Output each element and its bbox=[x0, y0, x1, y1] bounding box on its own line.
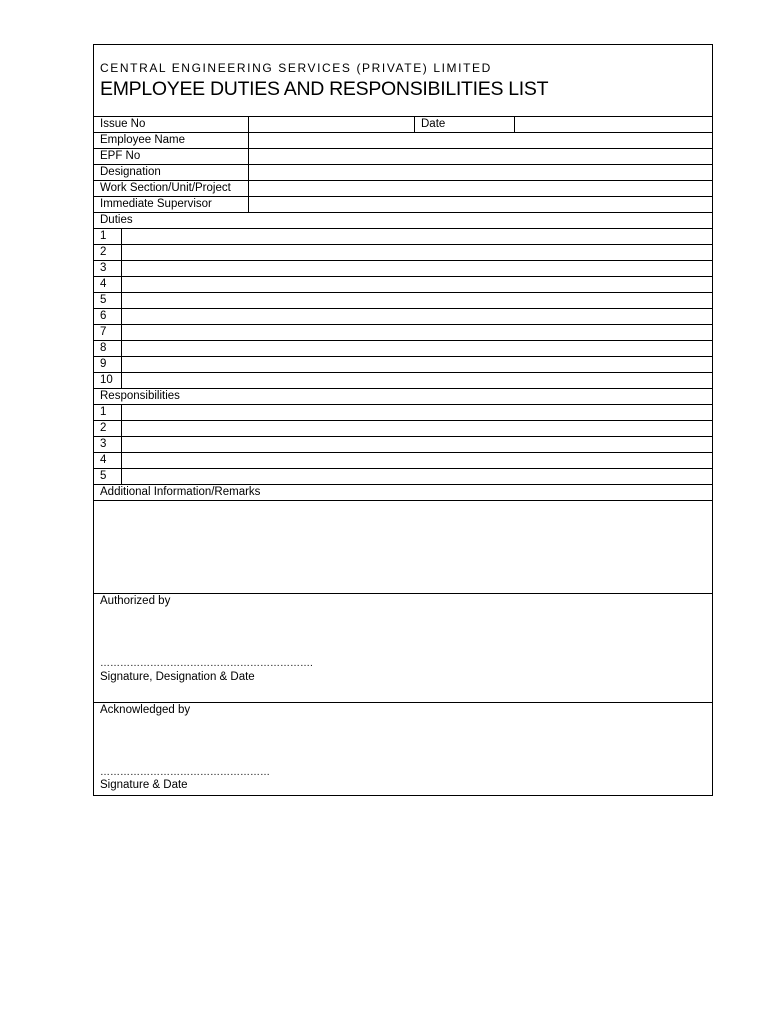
form-header bbox=[94, 45, 712, 117]
responsibility-row bbox=[94, 453, 712, 469]
authorization-caption: Signature, Designation & Date bbox=[100, 671, 255, 683]
acknowledged-by-label: Acknowledged by bbox=[100, 704, 191, 716]
duties-list bbox=[94, 229, 712, 389]
authorized-by-label: Authorized by bbox=[100, 595, 171, 607]
responsibility-row bbox=[94, 421, 712, 437]
responsibility-row bbox=[94, 405, 712, 421]
remarks-field[interactable] bbox=[94, 501, 712, 594]
designation-field[interactable] bbox=[248, 165, 712, 180]
company-name: CENTRAL ENGINEERING SERVICES (PRIVATE) LIMITED bbox=[100, 61, 492, 75]
duty-row bbox=[94, 245, 712, 261]
form-title: EMPLOYEE DUTIES AND RESPONSIBILITIES LIST bbox=[100, 78, 549, 100]
supervisor-label: Immediate Supervisor bbox=[100, 198, 212, 210]
responsibility-field[interactable] bbox=[121, 405, 712, 420]
duty-row bbox=[94, 229, 712, 245]
date-label: Date bbox=[414, 117, 514, 132]
duty-row bbox=[94, 357, 712, 373]
responsibility-number: 1 bbox=[100, 406, 107, 418]
duty-field[interactable] bbox=[121, 357, 712, 372]
employee-name-row bbox=[94, 133, 712, 149]
duty-field[interactable] bbox=[121, 277, 712, 292]
epf-no-label: EPF No bbox=[100, 150, 141, 162]
duty-field[interactable] bbox=[121, 309, 712, 324]
designation-label: Designation bbox=[100, 166, 161, 178]
duty-number: 5 bbox=[100, 294, 107, 306]
acknowledgement-signature-line[interactable]: …………………………………………… bbox=[100, 767, 270, 778]
duty-field[interactable] bbox=[121, 373, 712, 388]
responsibility-number: 4 bbox=[100, 454, 107, 466]
duty-number: 3 bbox=[100, 262, 107, 274]
acknowledgement-caption: Signature & Date bbox=[100, 779, 188, 791]
responsibility-field[interactable] bbox=[121, 437, 712, 452]
duty-row bbox=[94, 277, 712, 293]
responsibilities-list bbox=[94, 405, 712, 485]
employee-name-field[interactable] bbox=[248, 133, 712, 148]
issue-no-label: Issue No bbox=[100, 118, 146, 130]
responsibility-field[interactable] bbox=[121, 453, 712, 468]
authorization-block bbox=[94, 594, 712, 703]
duty-number: 10 bbox=[100, 374, 113, 386]
duty-field[interactable] bbox=[121, 245, 712, 260]
authorization-signature-line[interactable]: ………………………………………………………. bbox=[100, 658, 313, 669]
remarks-heading-row bbox=[94, 485, 712, 501]
supervisor-field[interactable] bbox=[248, 197, 712, 212]
responsibility-field[interactable] bbox=[121, 469, 712, 484]
remarks-heading: Additional Information/Remarks bbox=[100, 486, 261, 498]
responsibility-field[interactable] bbox=[121, 421, 712, 436]
duty-number: 9 bbox=[100, 358, 107, 370]
duty-number: 1 bbox=[100, 230, 107, 242]
issue-no-field[interactable] bbox=[248, 117, 414, 132]
duty-row bbox=[94, 373, 712, 389]
duty-row bbox=[94, 325, 712, 341]
work-section-field[interactable] bbox=[248, 181, 712, 196]
duty-row bbox=[94, 261, 712, 277]
acknowledgement-block bbox=[94, 703, 712, 795]
duty-field[interactable] bbox=[121, 293, 712, 308]
work-section-label: Work Section/Unit/Project bbox=[100, 182, 231, 194]
employee-name-label: Employee Name bbox=[100, 134, 186, 146]
duty-field[interactable] bbox=[121, 229, 712, 244]
responsibility-number: 2 bbox=[100, 422, 107, 434]
responsibilities-heading-row bbox=[94, 389, 712, 405]
duties-heading: Duties bbox=[100, 214, 133, 226]
duty-field[interactable] bbox=[121, 325, 712, 340]
duty-field[interactable] bbox=[121, 261, 712, 276]
duty-number: 6 bbox=[100, 310, 107, 322]
duty-row bbox=[94, 341, 712, 357]
duty-field[interactable] bbox=[121, 341, 712, 356]
employee-duties-form bbox=[93, 44, 713, 796]
responsibility-number: 5 bbox=[100, 470, 107, 482]
responsibility-row bbox=[94, 437, 712, 453]
work-section-row bbox=[94, 181, 712, 197]
designation-row bbox=[94, 165, 712, 181]
duties-heading-row bbox=[94, 213, 712, 229]
epf-no-row bbox=[94, 149, 712, 165]
duty-number: 4 bbox=[100, 278, 107, 290]
duty-row bbox=[94, 309, 712, 325]
responsibility-number: 3 bbox=[100, 438, 107, 450]
duty-number: 7 bbox=[100, 326, 107, 338]
issue-date-row bbox=[94, 117, 712, 133]
epf-no-field[interactable] bbox=[248, 149, 712, 164]
date-field[interactable] bbox=[514, 117, 712, 132]
responsibilities-heading: Responsibilities bbox=[100, 390, 180, 402]
responsibility-row bbox=[94, 469, 712, 485]
duty-number: 2 bbox=[100, 246, 107, 258]
duty-row bbox=[94, 293, 712, 309]
duty-number: 8 bbox=[100, 342, 107, 354]
supervisor-row bbox=[94, 197, 712, 213]
